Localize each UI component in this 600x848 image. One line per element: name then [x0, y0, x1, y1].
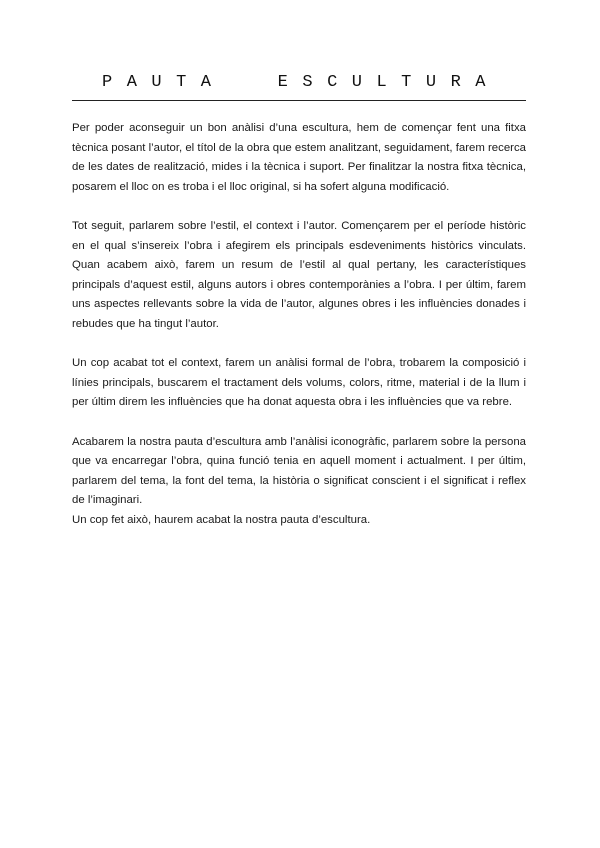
title-word-escultura: ESCULTURA: [277, 73, 500, 92]
page-title: [72, 72, 526, 94]
title-underline: [72, 100, 526, 101]
title-block: [72, 72, 526, 101]
paragraph-analisi-formal: Un cop acabat tot el context, farem un anàlisi formal de l’obra, trobarem la composició i línies principals, buscarem el tractament dels volums, colors, ritme, material i de la llum i per últim direm les influències que ha donat aquesta obra i les influències que va rebre.: [72, 357, 526, 409]
paragraph-estil-context-autor: Tot seguit, parlarem sobre l’estil, el context i l’autor. Començarem per el període històric en el qual s’insereix l’obra i afegirem els principals esdeveniments històrics vinculats. Quan acabem això, farem un resum de l’estil al qual pertany, les característiques principals d’aquest estil, alguns autors i obres contemporànies a l’obra. I per últim, farem uns aspectes rellevants sobre la vida de l’autor, algunes obres i les influències donades i rebudes que ha tingut l’autor.: [72, 219, 526, 330]
paragraph-analisi-iconografic: Acabarem la nostra pauta d’escultura amb l’anàlisi iconogràfic, parlarem sobre la persona que va encarregar l’obra, quina funció tenia en aquell moment i actualment. I per últim, parlarem del tema, la font del tema, la història o significat conscient i el significat i reflex de l’imaginari.: [72, 435, 526, 507]
paragraph-fitxa-tecnica: Per poder aconseguir un bon anàlisi d’una escultura, hem de començar fent una fitxa tècnica posant l’autor, el títol de la obra que estem analitzant, seguidament, farem recerca de les dates de realització, mides i la tècnica i suport. Per finalitzar la nostra fitxa tècnica, posarem el lloc on es troba i el lloc original, si ha sofert alguna modificació.: [72, 122, 526, 193]
paragraph-conclusio: Un cop fet això, haurem acabat la nostra pauta d’escultura.: [72, 513, 371, 526]
body-text: [72, 119, 526, 530]
title-word-pauta: PAUTA: [102, 73, 226, 92]
